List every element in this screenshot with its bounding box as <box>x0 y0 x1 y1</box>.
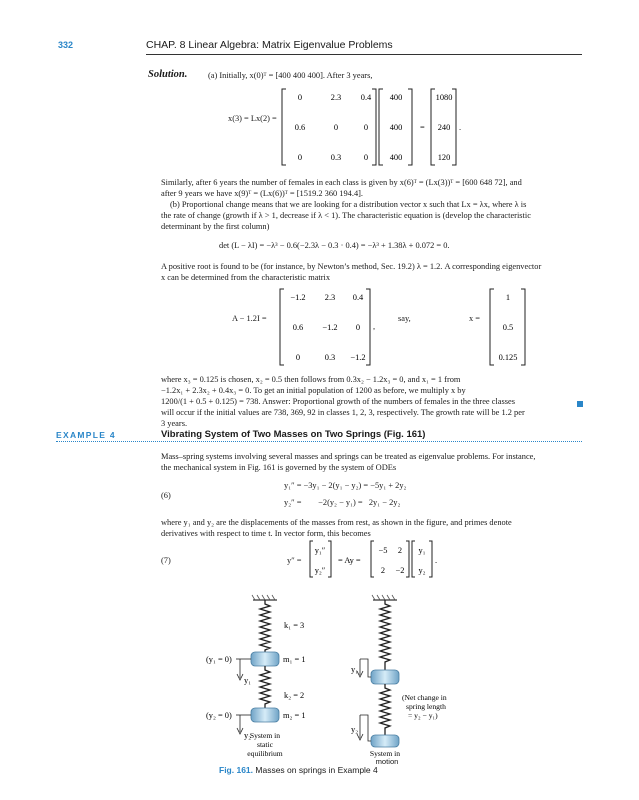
static-caption-line3: equilibrium <box>247 749 283 758</box>
eq6-line1: y₁″ = −3y₁ − 2(y₁ − y₂) = −5y₁ + 2y₂ <box>284 481 407 490</box>
a-cell: 0.6 <box>292 323 304 332</box>
figure-caption-label: Fig. 161. <box>219 765 254 775</box>
a7-cell: −5 <box>378 546 388 555</box>
a-cell: −1.2 <box>290 293 306 302</box>
ceiling-left <box>252 595 277 600</box>
y-cell: y₁ <box>418 546 426 555</box>
y1-zero-label: (y₁ = 0) <box>206 655 232 664</box>
l-cell: 0 <box>297 153 303 162</box>
where-line2: −1.2x₁ + 2.3x₂ + 0.4x₃ = 0. To get an initial population of 1200 as before, we multiply x by <box>161 386 466 395</box>
a-matrix-lhs: A − 1.2I = <box>232 314 267 323</box>
equation-number-6: (6) <box>161 491 171 500</box>
example-title: Vibrating System of Two Masses on Two Springs (Fig. 161) <box>161 429 426 440</box>
eq6-line2: y₂″ = −2(y₂ − y₁) = 2y₁ − 2y₂ <box>284 498 401 507</box>
mass-m1-left <box>251 652 279 666</box>
l-cell: 2.3 <box>330 93 342 102</box>
l-cell: 0 <box>363 123 369 132</box>
a-cell: 0 <box>295 353 301 362</box>
svg-text:.: . <box>435 556 438 565</box>
spring-k2-left <box>260 666 270 708</box>
eq-x3-lhs: x(3) = Lx(2) = <box>228 114 277 123</box>
a-cell: 0.4 <box>352 293 364 302</box>
a-cell: −1.2 <box>350 353 366 362</box>
x-cell: 0.5 <box>502 323 514 332</box>
chapter-heading: CHAP. 8 Linear Algebra: Matrix Eigenvalue Problems <box>146 39 393 51</box>
ypp-cell: y₂″ <box>314 566 326 575</box>
a-cell: −1.2 <box>322 323 338 332</box>
y-cell: y₂ <box>418 566 426 575</box>
characteristic-equation: det (L − λI) = −λ³ − 0.6(−2.3λ − 0.3 · 0.4) = −λ³ + 1.38λ + 0.072 = 0. <box>219 241 450 250</box>
header-rule <box>146 54 582 55</box>
l-cell: 0 <box>297 93 303 102</box>
spring-k1-right <box>380 600 390 670</box>
part-b-line1: (b) Proportional change means that we are looking for a distribution vector x such that Lx = λx, where λ is <box>170 200 527 209</box>
example-where-line1: where y₁ and y₂ are the displacements of the masses from rest, as shown in the figure, and primes denote <box>161 518 512 527</box>
root-line1: A positive root is found to be (for instance, by Newton’s method, Sec. 19.2) λ = 1.2. A corresponding eigenvector <box>161 262 542 271</box>
ypp-cell: y₁″ <box>314 546 326 555</box>
l-cell: 0 <box>363 153 369 162</box>
example-intro-line1: Mass–spring systems involving several masses and springs can be treated as eigenvalue problems. For instance, <box>161 452 536 461</box>
eq7-lhs: y″ = <box>287 556 302 565</box>
static-caption-line2: static <box>256 740 274 749</box>
para1-line1: Similarly, after 6 years the number of females in each class is given by x(6)ᵀ = (Lx(3))ᵀ = [600 648 72], and <box>161 178 522 187</box>
equals-sign: = <box>420 123 425 132</box>
figure-caption-text: Masses on springs in Example 4 <box>255 765 378 775</box>
where-line3: 1200/(1 + 0.5 + 0.125) = 738. Answer: Proportional growth of the numbers of females in the three classes <box>161 397 515 406</box>
x-cell: 0.125 <box>498 353 518 362</box>
mass-m2-left <box>251 708 279 722</box>
x3-cell: 240 <box>437 123 451 132</box>
x-vector-lhs: x = <box>469 314 481 323</box>
a-minus-lambda-matrix <box>278 288 378 368</box>
m1-label: m₁ = 1 <box>283 655 306 664</box>
x-cell: 1 <box>505 293 511 302</box>
x3-cell: 1080 <box>435 93 453 102</box>
a7-cell: 2 <box>380 566 386 575</box>
y1-label-left: y₁ <box>244 676 252 685</box>
y1-label-right: y₁ <box>351 665 359 674</box>
l-cell: 0.3 <box>330 153 342 162</box>
eq7-mid-text: = Ay = <box>338 556 361 565</box>
net-change-line3: = y₂ − y₁) <box>408 711 438 720</box>
spring-k1-left <box>260 600 270 652</box>
spring-k2-right <box>380 684 390 735</box>
x0-cell: 400 <box>389 93 403 102</box>
mass-m1-right <box>371 670 399 684</box>
y2-label-right: y₂ <box>351 725 359 734</box>
part-b-line3: determinant by the first column) <box>161 222 270 231</box>
where-line1: where x₃ = 0.125 is chosen, x₂ = 0.5 then follows from 0.3x₂ − 1.2x₃ = 0, and x₁ = 1 from <box>161 375 461 384</box>
x0-cell: 400 <box>389 153 403 162</box>
y2-label-left: y₂ <box>244 731 252 740</box>
example-label: EXAMPLE 4 <box>56 430 116 440</box>
x3-cell: 120 <box>437 153 451 162</box>
equation-number-7: (7) <box>161 556 171 565</box>
k2-label: k₂ = 2 <box>284 691 305 700</box>
l-cell: 0 <box>333 123 339 132</box>
a-cell: 0.3 <box>324 353 336 362</box>
a7-cell: 2 <box>397 546 403 555</box>
where-line5: 3 years. <box>161 419 188 428</box>
l-matrix-equation <box>280 88 460 168</box>
m2-label: m₂ = 1 <box>283 711 306 720</box>
motion-caption-line2: motion <box>375 757 399 766</box>
example-where-line2: derivatives with respect to time t. In vector form, this becomes <box>161 529 371 538</box>
net-change-line2: spring length <box>406 702 446 711</box>
x0-cell: 400 <box>389 123 403 132</box>
static-caption-line1: System in <box>249 731 281 740</box>
figure-caption <box>219 765 378 775</box>
ceiling-right <box>372 595 397 600</box>
eigenvector-x <box>488 288 528 368</box>
y2-zero-label: (y₂ = 0) <box>206 711 232 720</box>
example-intro-line2: the mechanical system in Fig. 161 is governed by the system of ODEs <box>161 463 397 472</box>
part-b-line2: the rate of change (growth if λ > 1, decrease if λ < 1). The characteristic equation is (develop the characteristic <box>161 211 531 220</box>
eq7-matrix-equation <box>308 540 468 580</box>
mass-m2-right <box>371 735 399 747</box>
solution-label: Solution. <box>148 69 188 80</box>
k1-label: k₁ = 3 <box>284 621 305 630</box>
end-of-example-square <box>577 401 583 407</box>
a-cell: 0 <box>355 323 361 332</box>
where-line4: will occur if the initial values are 738, 369, 92 in classes 1, 2, 3, respectively. The growth rate will be 1.2 per <box>161 408 525 417</box>
l-cell: 0.6 <box>294 123 306 132</box>
a-cell: 2.3 <box>324 293 336 302</box>
mass-spring-figure <box>150 590 480 760</box>
say-label: say, <box>398 314 411 323</box>
part-a-intro: (a) Initially, x(0)ᵀ = [400 400 400]. After 3 years, <box>208 71 373 80</box>
para1-line2: after 9 years we have x(9)ᵀ = (Lx(6))ᵀ = [1519.2 360 194.4]. <box>161 189 364 198</box>
a7-cell: −2 <box>395 566 405 575</box>
net-change-line1: (Net change in <box>402 693 447 702</box>
root-line2: x can be determined from the characteristic matrix <box>161 273 331 282</box>
motion-caption-line1: System in <box>369 749 401 758</box>
l-cell: 0.4 <box>360 93 372 102</box>
example-rule <box>56 441 582 442</box>
page-number: 332 <box>58 40 74 50</box>
